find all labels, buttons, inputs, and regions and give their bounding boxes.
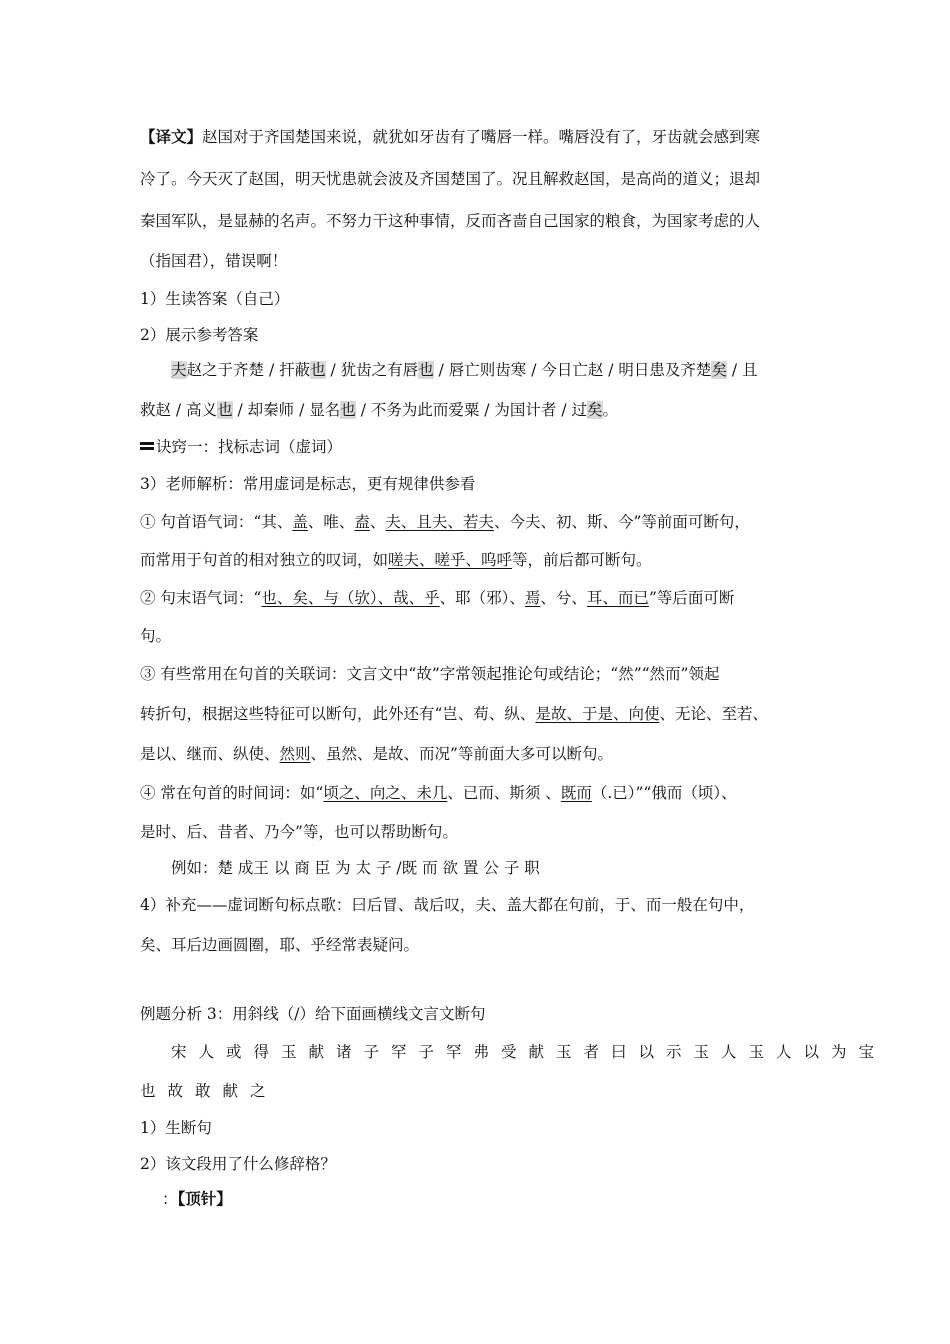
- translation-label: 【译文】: [140, 127, 203, 146]
- underlined-term: 耳、而已: [586, 589, 649, 607]
- text-segment: ① 句首语气词：“其、: [140, 513, 293, 531]
- text-segment: 、: [369, 513, 386, 531]
- underlined-term: 焉: [524, 589, 541, 607]
- underlined-term: 盖: [292, 513, 308, 531]
- text-segment: / 不务为此而爱粟 / 为国计者 / 过: [355, 401, 587, 419]
- highlighted-particle: 也: [217, 401, 233, 419]
- example-3-step-2: 2）该文段用了什么修辞格？: [140, 1155, 336, 1173]
- step-2: 2）展示参考答案: [140, 326, 259, 344]
- text-segment: 赵之于齐楚 / 扞蔽: [186, 361, 311, 379]
- rule-2-line-a: [140, 588, 734, 608]
- underlined-term: 既而: [560, 784, 592, 802]
- text-segment: / 唇亡则齿寒 / 今日亡赵 / 明日患及齐楚: [433, 361, 712, 379]
- underlined-term: 嗟夫、嗟乎、呜呼: [388, 551, 513, 569]
- highlighted-particle: 也: [310, 361, 326, 379]
- text-segment: ④ 常在句首的时间词：如“: [140, 784, 324, 802]
- text-segment: 是以、继而、纵使、: [140, 745, 280, 763]
- step-1: 1）生读答案（自己）: [140, 290, 290, 308]
- text-segment: ”等后面可断: [648, 589, 735, 607]
- rule-1-line-b: [140, 550, 652, 570]
- step-4-line-b: 矣、耳后边画圆圈，耶、乎经常表疑问。: [140, 936, 420, 954]
- underlined-term: 夫、且夫、若夫: [385, 513, 494, 531]
- underlined-term: 然则: [279, 745, 311, 763]
- translation-line-1: [140, 127, 760, 147]
- tip-line: [140, 437, 342, 457]
- step-3: 3）老师解析：常用虚词是标志，更有规律供参看: [140, 475, 476, 493]
- rule-1-line-a: [140, 512, 750, 532]
- text-segment: 等，前后都可断句。: [512, 551, 652, 569]
- highlighted-particle: 也: [340, 401, 356, 419]
- text-segment: 。: [602, 401, 619, 419]
- text-segment: 、无论、至若、: [659, 705, 768, 723]
- text-segment: 、已而、斯须 、: [447, 784, 561, 802]
- text-segment: 、虽然、是故、而况”等前面大多可以断句。: [310, 745, 613, 763]
- translation-line-3: 秦国军队，是显赫的名声。不努力干这种事情，反而吝啬自己国家的粮食，为国家考虑的人: [140, 212, 761, 230]
- rule-3-line-c: [140, 744, 613, 764]
- text-segment: （.已）”“俄而（顷）、: [591, 784, 737, 802]
- text-segment: 、兮、: [540, 589, 587, 607]
- example-line: 例如：楚 成王 以 商 臣 为 太 子 /既 而 欲 置 公 子 职: [171, 859, 540, 877]
- text-segment: 转折句，根据这些特征可以断句，此外还有“岂、苟、纵、: [140, 705, 536, 723]
- highlighted-particle: 也: [418, 361, 434, 379]
- example-3-title: 例题分析 3：用斜线（/）给下面画横线文言文断句: [140, 1005, 486, 1023]
- example-3-step-1: 1）生断句: [140, 1119, 212, 1137]
- rule-3-line-a: ③ 有些常用在句首的关联词：文言文中“故”字常领起推论句或结论；“然”“然而”领起: [140, 665, 720, 683]
- example-3-answer: [162, 1189, 232, 1209]
- highlighted-particle: 夫: [171, 361, 187, 379]
- underlined-term: 盍: [354, 513, 370, 531]
- underlined-term: 也、矣、与（欤）、哉、乎: [261, 589, 440, 607]
- rule-4-line-a: [140, 783, 737, 803]
- example-3-text-line-1: 宋人或得玉献诸子罕子罕弗受献玉者曰以示玉人玉人以为宝: [171, 1043, 887, 1061]
- example-3-text-line-2: 也故敢献之: [140, 1082, 278, 1100]
- text-segment: 、耶（邪）、: [439, 589, 525, 607]
- translation-text: 赵国对于齐国楚国来说，就犹如牙齿有了嘴唇一样。嘴唇没有了，牙齿就会感到寒: [202, 128, 761, 146]
- underlined-term: 是故、于是、向使: [535, 705, 660, 723]
- text-segment: / 且: [726, 361, 758, 379]
- text-segment: 而常用于句首的相对独立的叹词，如: [140, 551, 389, 569]
- translation-line-2: 冷了。今天灭了赵国，明天忧患就会波及齐国楚国了。况且解救赵国，是高尚的道义；退却: [140, 170, 761, 188]
- text-segment: 、唯、: [307, 513, 355, 531]
- rule-2-line-b: 句。: [140, 627, 172, 645]
- highlighted-particle: 矣: [587, 401, 603, 419]
- text-segment: 、今夫、初、斯、今”等前面可断句，: [493, 513, 750, 531]
- text-segment: 救赵 / 高义: [140, 401, 218, 419]
- answer-line-1: [171, 360, 758, 380]
- step-4-line-a: 4）补充——虚词断句标点歌：曰后冒、哉后叹，夫、盖大都在句前，于、而一般在句中，: [140, 896, 755, 914]
- tip-text: 诀窍一：找标志词（虚词）: [156, 438, 343, 456]
- rule-4-line-b: 是时、后、昔者、乃今”等，也可以帮助断句。: [140, 823, 458, 841]
- list-marker-icon: [140, 441, 154, 451]
- underlined-term: 顷之、向之、未几: [323, 784, 448, 802]
- text-segment: / 却秦师 / 显名: [232, 401, 341, 419]
- answer-prefix: ：: [162, 1190, 178, 1208]
- text-segment: ② 句末语气词：“: [140, 589, 262, 607]
- answer-line-2: [140, 400, 618, 420]
- highlighted-particle: 矣: [711, 361, 727, 379]
- rule-3-line-b: [140, 704, 768, 724]
- translation-line-4: （指国君），错误啊！: [140, 252, 288, 270]
- answer-text: 【顶针】: [177, 1189, 232, 1208]
- text-segment: / 犹齿之有唇: [325, 361, 419, 379]
